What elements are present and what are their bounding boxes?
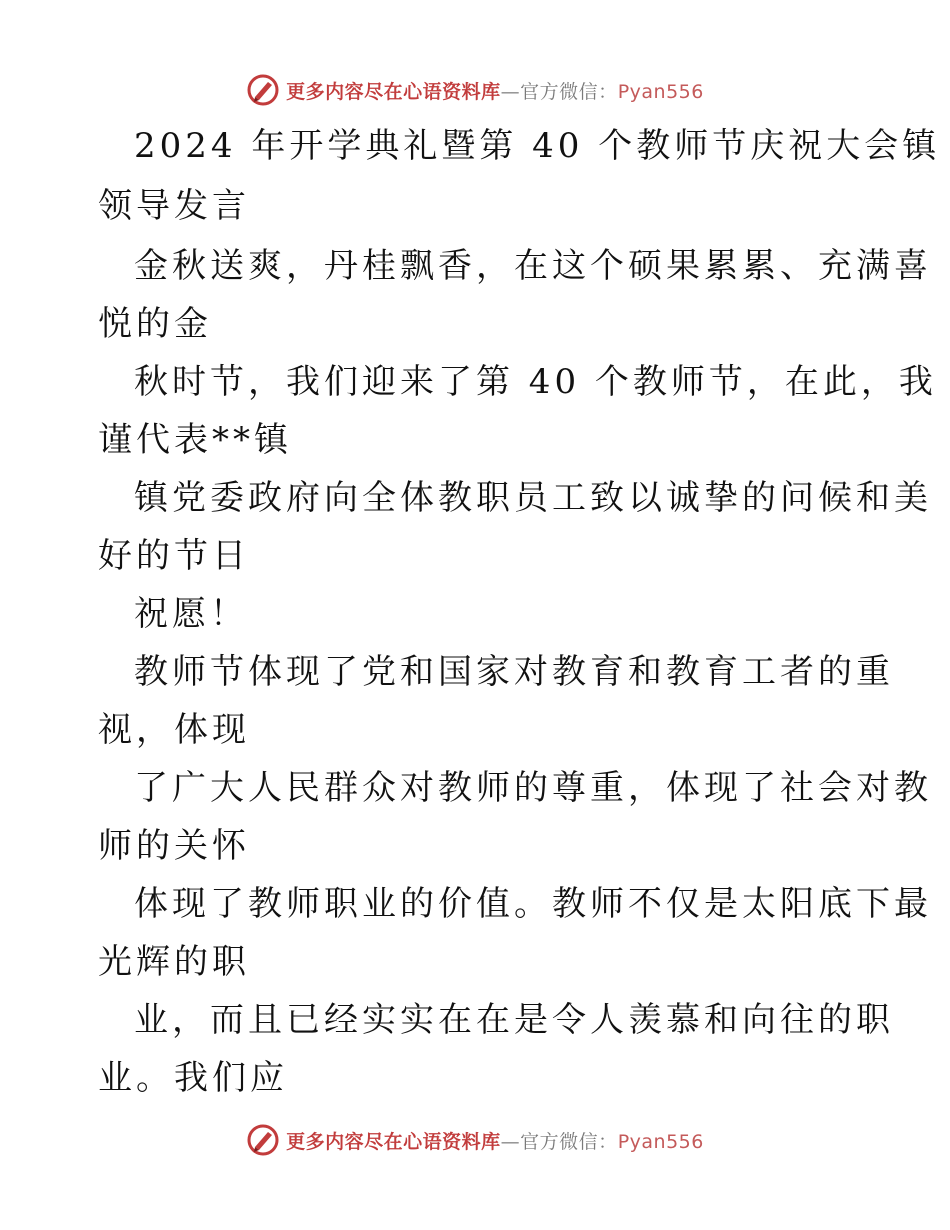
paragraph-line: 教师节体现了党和国家对教育和教育工者的重 — [134, 652, 894, 692]
paragraph-line: 业，而且已经实实在在是令人羡慕和向往的职 — [134, 1000, 894, 1040]
watermark-brand: 更多内容尽在心语资料库 — [286, 80, 501, 103]
document-title-line-1: 2024 年开学典礼暨第 40 个教师节庆祝大会镇 — [134, 126, 941, 166]
watermark-brand: 更多内容尽在心语资料库 — [286, 1130, 501, 1153]
paragraph-line: 祝愿！ — [134, 594, 248, 634]
watermark-wechat-label: 官方微信： — [520, 1130, 618, 1153]
watermark-wechat-label: 官方微信： — [520, 80, 618, 103]
watermark-separator: — — [500, 80, 521, 103]
paragraph-line: 视，体现 — [98, 710, 250, 750]
watermark-wechat-id: Pyan556 — [617, 1130, 704, 1153]
footer-watermark — [0, 1120, 950, 1160]
paragraph-line: 光辉的职 — [98, 942, 250, 982]
watermark-wechat-id: Pyan556 — [617, 80, 704, 103]
paragraph-line: 体现了教师职业的价值。教师不仅是太阳底下最 — [134, 884, 932, 924]
pen-circle-logo-icon — [246, 73, 280, 107]
paragraph-line: 业。我们应 — [98, 1058, 288, 1098]
paragraph-line: 金秋送爽，丹桂飘香，在这个硕果累累、充满喜 — [134, 246, 932, 286]
paragraph-line: 秋时节，我们迎来了第 40 个教师节，在此，我 — [134, 362, 937, 402]
paragraph-line: 悦的金 — [98, 304, 212, 344]
paragraph-line: 谨代表**镇 — [98, 420, 292, 460]
document-title-line-2: 领导发言 — [98, 186, 250, 226]
watermark-separator: — — [500, 1130, 521, 1153]
paragraph-line: 师的关怀 — [98, 826, 250, 866]
paragraph-line: 了广大人民群众对教师的尊重，体现了社会对教 — [134, 768, 932, 808]
pen-circle-logo-icon — [246, 1123, 280, 1157]
paragraph-line: 镇党委政府向全体教职员工致以诚挚的问候和美 — [134, 478, 932, 518]
header-watermark — [0, 70, 950, 110]
paragraph-line: 好的节日 — [98, 536, 250, 576]
